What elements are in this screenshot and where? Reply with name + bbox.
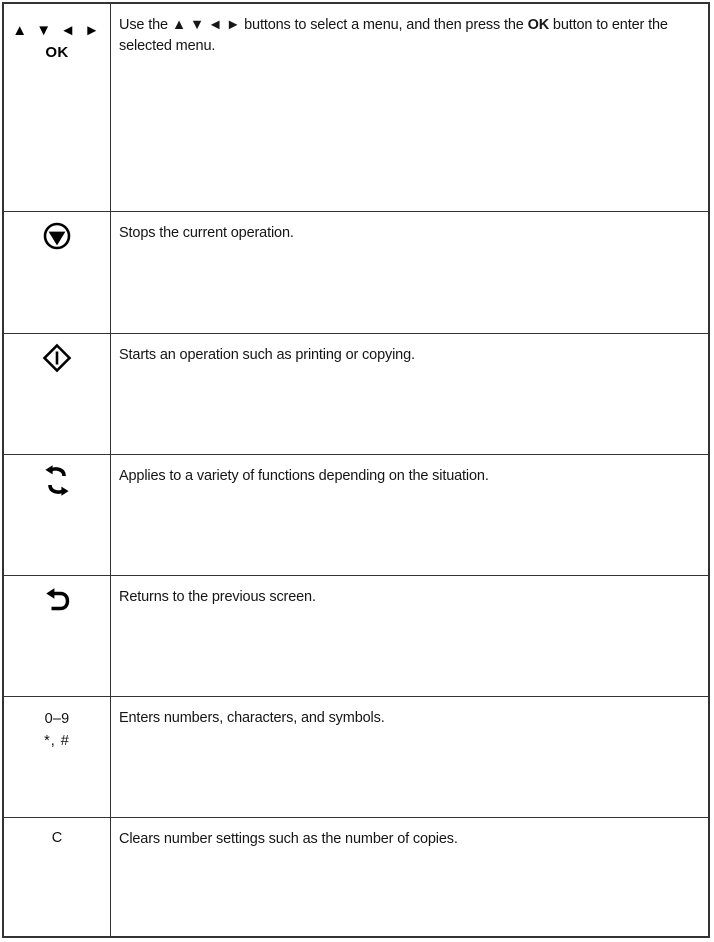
table-row: [4, 211, 709, 333]
keypad-label-group: [4, 697, 110, 753]
description-cell-toggle: [111, 454, 710, 575]
start-icon-wrap: [4, 334, 110, 373]
description-cell-keypad: [111, 696, 710, 817]
button-reference-table-panel: [2, 2, 710, 938]
two-way-arrows-icon: [42, 464, 72, 498]
desc-text-middle: buttons to select a menu, and then press the: [240, 17, 528, 33]
icon-cell-clear: [4, 817, 111, 938]
keypad-symbols-label: *, #: [44, 732, 70, 749]
description-cell-start: [111, 333, 710, 454]
table-row: [4, 454, 709, 575]
start-diamond-icon: [42, 343, 72, 373]
description-cell-clear: [111, 817, 710, 938]
table-row: [4, 4, 709, 211]
table-row: [4, 696, 709, 817]
stop-icon-wrap: [4, 212, 110, 251]
icon-cell-navigation: [4, 4, 111, 211]
desc-text-after: button to enter the selected menu.: [119, 17, 668, 54]
toggle-icon-wrap: [4, 455, 110, 498]
description-cell-stop: [111, 211, 710, 333]
description-text-start: Starts an operation such as printing or copying.: [119, 346, 415, 363]
return-arrow-icon: [42, 587, 72, 615]
arrow-keys-icon: ▲ ▼ ◄ ►: [12, 22, 102, 39]
icon-cell-stop: [4, 211, 111, 333]
description-text-back: Returns to the previous screen.: [119, 588, 316, 605]
table-row: [4, 575, 709, 696]
stop-icon: [42, 221, 72, 251]
description-text-clear: Clears number settings such as the number of copies.: [119, 830, 458, 847]
description-text-stop: Stops the current operation.: [119, 224, 294, 241]
description-text-toggle: Applies to a variety of functions depending on the situation.: [119, 467, 489, 484]
description-cell-back: [111, 575, 710, 696]
arrow-keys-inline-icon: ▲ ▼ ◄ ►: [171, 17, 241, 33]
back-icon-wrap: [4, 576, 110, 615]
desc-text-before: Use the: [119, 17, 172, 33]
icon-cell-back: [4, 575, 111, 696]
desc-text-ok-emphasis: OK: [527, 17, 550, 33]
clear-key-label: C: [51, 829, 63, 846]
ok-button-label: OK: [45, 44, 69, 61]
table-row: [4, 817, 709, 938]
icon-cell-toggle: [4, 454, 111, 575]
description-cell-navigation: [111, 4, 710, 211]
button-reference-table: [4, 4, 709, 938]
keypad-digits-label: 0–9: [44, 710, 70, 727]
arrow-keys-icon-group: [4, 4, 110, 60]
description-text-keypad: Enters numbers, characters, and symbols.: [119, 709, 385, 726]
icon-cell-keypad: [4, 696, 111, 817]
description-text-navigation: [111, 4, 709, 56]
table-row: [4, 333, 709, 454]
icon-cell-start: [4, 333, 111, 454]
